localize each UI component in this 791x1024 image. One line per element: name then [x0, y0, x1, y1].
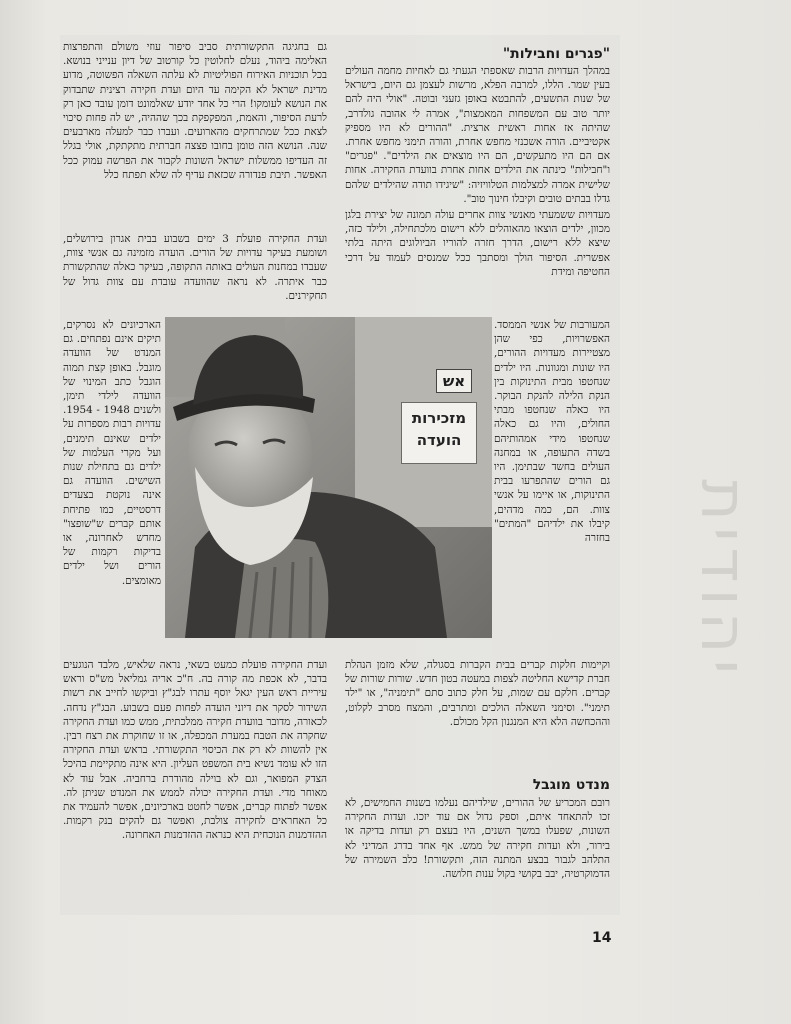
right-column-middle [345, 658, 610, 762]
right-column-narrow [494, 318, 610, 656]
left-column-bottom [63, 658, 327, 908]
paragraph: המעורבות של אנשי הממסד. האפשרויות, כפי שהן מצטיירות מעדויות ההורים, היו שונות ומגוונות. היו ילדים שנחטפו מבית התינוקות בין הנקת הלילה להנקת הבוקר. היו כאלה שנחטפו מבתי החולים, והיו גם כאלה שנחטפו מידי אמהותיהם בשדה התעופה, או במחנה העולים בחשד שבתימן. היו גם הורים שהתפרעו בבית התינוקות, או איימו על אנשי צוות. הם, כמה מדהים, קיבלו את ילדיהם "המתים" בחזרה [494, 319, 610, 545]
left-column-top [63, 40, 327, 228]
left-column-narrow [63, 318, 161, 656]
right-column-top [345, 64, 610, 316]
paragraph: רובם המכריע של ההורים, שילדיהם נעלמו בשנות החמישים, לא זכו להתאחד איתם, וספק גדול אם עוד יזכו. ועדות החקירה השונות, שפעלו במשך השנים, היו בעצם רק ועדות בדיקה או בירור, ולא ועדות חקירה של ממש. אף אחד בדרג המדיני לא התלהב לגבור בבצע המתנה הזה, ותקשורת! כלב השמירה של הדמוקרטיה, יבב בקושי בקול ענות חלושה. [345, 797, 610, 881]
left-column-second [63, 232, 327, 316]
side-watermark: יהודית [686, 479, 760, 680]
page-number: 14 [592, 930, 612, 946]
sign-line-2: הועדה [416, 431, 462, 449]
right-column-bottom [345, 796, 610, 900]
paragraph: ועדת החקירה פועלת 3 ימים בשבוע בבית אגרון בירושלים, ושומעת בעיקר עדויות של הורים. הועדה מזמינה גם אנשי צוות, שעבדו במחנות העולים באותה התקופה, בעיקר כאלה שהתקשורת כבר איתרה. לא נראה שהוועדה עובדת עם צוות גדול של תחקירנים. [63, 233, 327, 302]
paragraph: הארכיונים לא נסרקים, תיקים אינם נפתחים. גם המנדט של הוועדה מוגבל. באופן קצת תמוה הוגבל כתב המינוי של הוועדה לילדי תימן, ולשנים 1948 - 1954. עדויות רבות מספרות על ילדים שאינם תימנים, ועל מקרי העלמות של ילדים גם בתחילת שנות השישים. הוועדה גם אינה נוקטת בצעדים דרסטיים, כמו פתיחת אותם קברים ש"שופצו" מחדש לאחרונה, או בדיקות רקמות של הורים ושל ילדים מאומצים. [63, 319, 161, 587]
paragraph: מעדויות ששמעתי מאנשי צוות אחרים עולה תמונה של יצירת בלגן מכוון, ילדים הוצאו מהאוהלים ללא רישום מלכתחילה, ולילד כזה, שיצא ללא רישום, הדרך חזרה להוריו הביולוגים היתה בלתי אפשרית. הסיפור הולך ומסתבך ככל שמנסים לעמוד על דרכי החטיפה ומידת [345, 209, 610, 278]
sign-top-label: אש [436, 369, 472, 393]
portrait-photo [165, 317, 492, 638]
sign-line-1: מזכירות [411, 409, 467, 427]
section-heading-pegarim: "פגרים וחבילות" [502, 46, 610, 62]
paragraph: ועדת החקירה פועלת כמעט בשאי, נראה שלאיש, מלבד הנוגעים בדבר, לא אכפת מה קורה בה. ח"כ אריה גמליאל מש"ס וראש עיריית ראש העין יגאל יוסף עתרו לבג"ץ וביקשו לחייב את רשות השידור לסקר את דיוני הועדה לפחות פעם בשבוע. הבג"ץ נדחה. לכאורה, מדובר בוועדת חקירה ממלכתית, ממש כמו ועדת החקירה שחקרה את הטבח במערת המכפלה, או זו שחוקרת את רצח רבין. אין להשוות לא רק את הכיסוי התקשורתי. בראש ועדת החקירה הזו לא עומד נשיא בית המשפט העליון. היא אינה מתקיימת בהיכל הצדק המפואר, וגם לא בוילה מהודרת ברחביה. אבל עוד לא מאוחר מדי. ועדת החקירה יכולה לממש את המנדט שניתן לה. אפשר לפתוח קברים, אפשר לחטט בארכיונים, אפשר להעמיד את כל האחראים לחקירה צולבת, ואפשר גם להקים בנק רקמות. ההזדמנות הנוכחית היא כנראה ההזדמנות האחרונה. [63, 659, 327, 842]
section-heading-mandate: מנדט מוגבל [532, 777, 610, 793]
committee-secretariat-sign [401, 402, 477, 464]
portrait-illustration [165, 317, 492, 638]
paragraph: במהלך העדויות הרבות שאספתי הגעתי גם לאחיות מחמה העולים בעין שמר. הללו, למרבה הפלא, מרשות לעצמן גם היום, בישראל של שנות התשעים, להתבטא באופן גזעני ובוטה. "אולי היה להם יותר טוב עם המשפחות המאמצות", אמרה לי אהובה גולדרב, שהיתה אז אחות ראשית ארצית. "ההורים לא היו מספיק אקטיביים. הורה אשכנזי מחפש אחרת, והורה תימני מחפש אחרת. אם הם היו מתעקשים, הם היו מוצאים את הילדים". "פגרים" ו"חבילות" כינתה את הילדים אחות אחרת בוועדת החקירה. אחות שלישית אמרה למצלמות הטלוויזיה: "שיגידו תודה שהילדים שלהם גדלו בבתים טובים וקיבלו חינוך טוב". [345, 65, 610, 205]
paragraph: גם בחגיגה התקשורתית סביב סיפור עוזי משולם והתפרצות האלימה ביהוד, נעלם לחלוטין כל קורטוב של דיון ענייני בנושא. בכל תוכניות האירוח הפוליטיות לא עלתה השאלה הפשוטה, מדוע מדינת ישראל לא הקימה עד היום ועדת חקירה רצינית שתבדוק את הנושא לעומקו! הרי כל אחד יודע שאלמונט דומן עובד כאן רק לרעת הסיפור, והאמת, המפקפקת בכך שההיה, יש לה פחות סיכוי לצאת ככל שמתרחקים מהארועים. ועברו כבר למעלה מארבעים שנה. הנושא הזה טומן בחובו פצצה חברתית מתקתקת, אולי בגלל זה העדיפו ממשלות ישראל השונות לקבור את הפרשה עמוק ככל האפשר. תיבת פנדורה שכזאת עדיף לה שלא תפתח כלל [63, 41, 327, 181]
paragraph: וקיימות חלקות קברים בבית הקברות בסגולה, שלא מזמן הנהלת חברת קדישא החליטה לצפות במעטה בטון חדש. שורות שורות של קברים. חלקם עם שמות, על חלק כתוב סתם "תימניה", או "ילד תימני". וסימני השאלה הולכים ומתרבים, והמצח מסרב לקלוט, וההכחשה הלא היא המנגנון הקל מכולם. [345, 659, 610, 728]
